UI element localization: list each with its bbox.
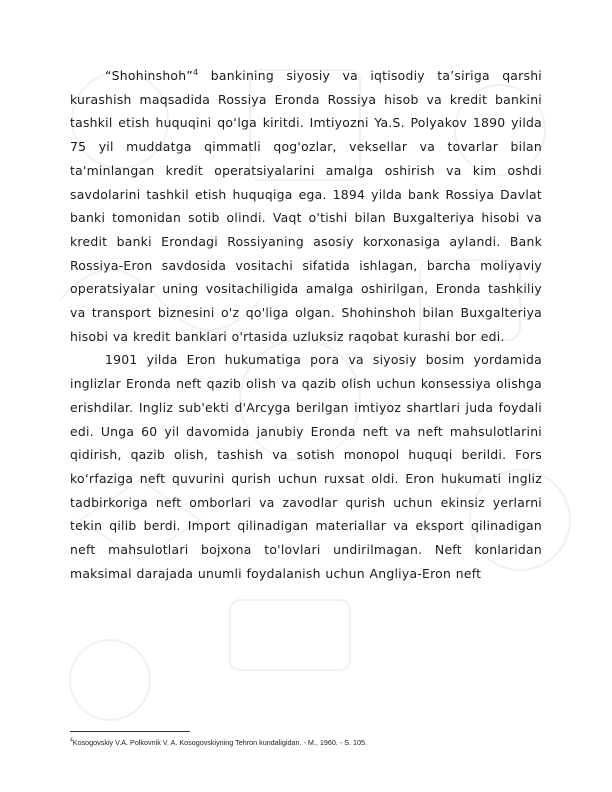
footnote-number: 4 (70, 737, 73, 744)
document-body (70, 64, 542, 585)
paragraph-1 (70, 64, 542, 348)
footnote-separator (70, 731, 190, 732)
paragraph-1-text: bankining siyosiy va iqtisodiy ta’siriga qarshi kurashish maqsadida Rossiya Eronda Rossiya hisob va kredit bankini tashkil etish huquqini qo‘lga kiritdi. Imtiyozni Ya.S. Polyakov 1890 yilda 75 yil muddatga qimmatli qog'ozlar, veksellar va tovarlar bilan ta'minlangan kredit operatsiyalarini amalga oshirish va kim oshdi savdolarini tashkil etish huquqiga ega. 1894 yilda bank Rossiya Davlat banki tomonidan sotib olindi. Vaqt o'tishi bilan Buxgalteriya hisobi va kredit banki Erondagi Rossiyaning asosiy korxonasiga aylandi. Bank Rossiya-Eron savdosida vositachi sifatida ishlagan, barcha moliyaviy operatsiyalar uning vositachiligida amalga oshirilgan, Eronda tashkiliy va transport biznesini o'z qo'liga olgan. Shohinshoh bilan Buxgalteriya hisobi va kredit banklari o'rtasida uzluksiz raqobat kurashi bor edi. (70, 68, 542, 344)
paragraph-2: 1901 yilda Eron hukumatiga pora va siyosiy bosim yordamida inglizlar Eronda neft qazib olish va qazib olish uchun konsessiya olishga erishdilar. Ingliz sub'ekti d'Arcyga berilgan imtiyoz shartlari juda foydali edi. Unga 60 yil davomida janubiy Eronda neft va neft mahsulotlarini qidirish, qazib olish, tashish va sotish monopol huquqi berildi. Fors ko‘rfaziga neft quvurini qurish uchun ruxsat oldi. Eron hukumati ingliz tadbirkoriga neft omborlari va zavodlar qurish uchun ekinsiz yerlarni tekin qilib berdi. Import qilinadigan materiallar va eksport qilinadigan neft mahsulotlari bojxona to'lovlari undirilmagan. Neft konlaridan maksimal darajada unumli foydalanish uchun Angliya-Eron neft (70, 352, 542, 581)
footnote-ref-4[interactable]: 4 (193, 67, 199, 77)
paragraph-1-lead: “Shohinshoh” (105, 68, 194, 83)
footnote-text: Kosogovskiy V.A. Polkovnik V. A. Kosogovskiyning Tehron kundaligidan. - M., 1960. - S. 105. (72, 738, 367, 747)
footnote-4 (70, 738, 542, 747)
